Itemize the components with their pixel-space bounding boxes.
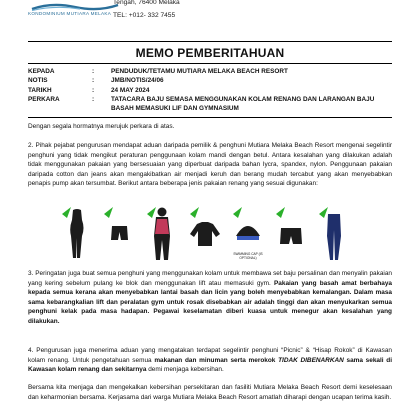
paragraph-4-intro: 4. Pengurusan juga menerima aduan yang mengatakan terdapat segelintir penghuni “Picnic” & “Hisap Rokok” di Kawasan kolam renang. Untuk pengetahuan semua [28,347,392,364]
field-value: PENDUDUK/TETAMU MUTIARA MELAKA BEACH RESORT [111,68,288,75]
memo-field-tarikh [28,86,398,95]
field-colon: : [92,86,95,94]
swim-trunks-icon [100,206,138,262]
field-colon: : [92,77,95,85]
field-key: PERKARA [28,95,60,103]
paragraph-3-warning: Pakaian yang basah amat berbahaya kepada semua kerana akan menyebabkan lantai basah dan licin yang boleh menyebabkan kemalangan. Dalam masa sama kebarangkalian lift dan peralatan gym untuk rosak disebabkan air adalah tinggi dan akan menyukarkan semua penghuni kelak pada masa hadapan. Pegawai keselamatan diberi kuasa untuk menegur akan kesalahan yang dilakukan. [28,279,392,325]
field-value: TATACARA BAJU SEMASA MENGGUNAKAN KOLAM RENANG DAN LARANGAN BAJU BASAH MEMASUKI LIF DAN GYMNASIUM [111,95,375,113]
closing-paragraph: Bersama kita menjaga dan mengekalkan kebersihan persekitaran dan fasiliti Mutiara Melaka Beach Resort demi keselesaan dan keharmonian bersama. Kerjasama dari warga Mutiara Melaka Beach Resort amatlah diharapi dengan ucapan terima kasih. [28,384,392,401]
paragraph-4-prohibited: TIDAK DIBENARKAN [278,356,344,364]
logo-label: KONDOMINIUM MUTIARA MELAKA [28,11,112,16]
paragraph-4-end: demi menjaga kebersihan. [146,366,224,373]
paragraph-4-area: sama sekali di Kawasan kolam renang dan sekitarnya [28,356,393,373]
field-key: KEPADA [28,68,55,75]
swim-leggings-icon [315,206,353,262]
greeting: Dengan segala hormatnya merujuk perkara di atas. [28,123,175,130]
paragraph-4-food-rule: makanan dan minuman serta merokok [154,356,279,364]
field-key: TARIKH [28,86,52,94]
logo-wave-icon [30,2,120,11]
paragraph-3-intro: 3. Peringatan juga buat semua penghuni yang menggunakan kolam untuk membawa set baju persalinan dan menyalin pakaian yang kering sebelum pulang ke blok dan menggunakan lift atau memasuki gym. [28,270,392,287]
memo-fields [28,67,398,113]
memo-field-notis [28,76,398,85]
paragraph-4 [28,346,392,375]
swimming-cap-caption: SWIMMING CAP (IS OPTIONAL) [233,252,263,260]
memo-title: MEMO PEMBERITAHUAN [28,41,392,64]
memo-field-kepada [28,67,398,76]
field-value: 24 MAY 2024 [111,86,150,94]
field-colon: : [92,68,95,75]
field-key: NOTIS [28,77,48,85]
field-value: JMB/NOTIS/24/06 [111,77,164,85]
burkini-icon [143,206,181,262]
swim-shorts-icon [272,206,310,262]
swimwear-figure [58,206,358,262]
paragraph-3 [28,269,392,326]
memo-field-perkara [28,95,398,114]
one-piece-swimsuit-icon [58,206,96,262]
telephone-line: TEL: +012- 332 7455 [113,12,176,19]
paragraph-2: 2. Pihak pejabat pengurusan mendapat aduan daripada pemilik & penghuni Mutiara Melaka Beach Resort mengenai segelintir penghuni yang tidak mengikut peraturan penggunaan kolam mandi dengan betul. Antara kesalahan yang dilakukan adalah tidak menggunakan pakaian yang bersesuaian yang diperbuat daripada bahan lycra, spandex, nylon. Penggunaan pakaian daripada cotton dan jeans akan mengakibatkan air menjadi keruh dan berang mudah tercabut yang akan menyebabkan penapis pump akan tersumbat. Berikut antara beberapa jenis pakaian renang yang sesuai digunakan: [28,142,392,187]
header-divider [28,117,392,118]
field-colon: : [92,95,95,103]
address-line: Tengah, 76400 Melaka [113,0,180,6]
rash-guard-icon [186,206,224,262]
